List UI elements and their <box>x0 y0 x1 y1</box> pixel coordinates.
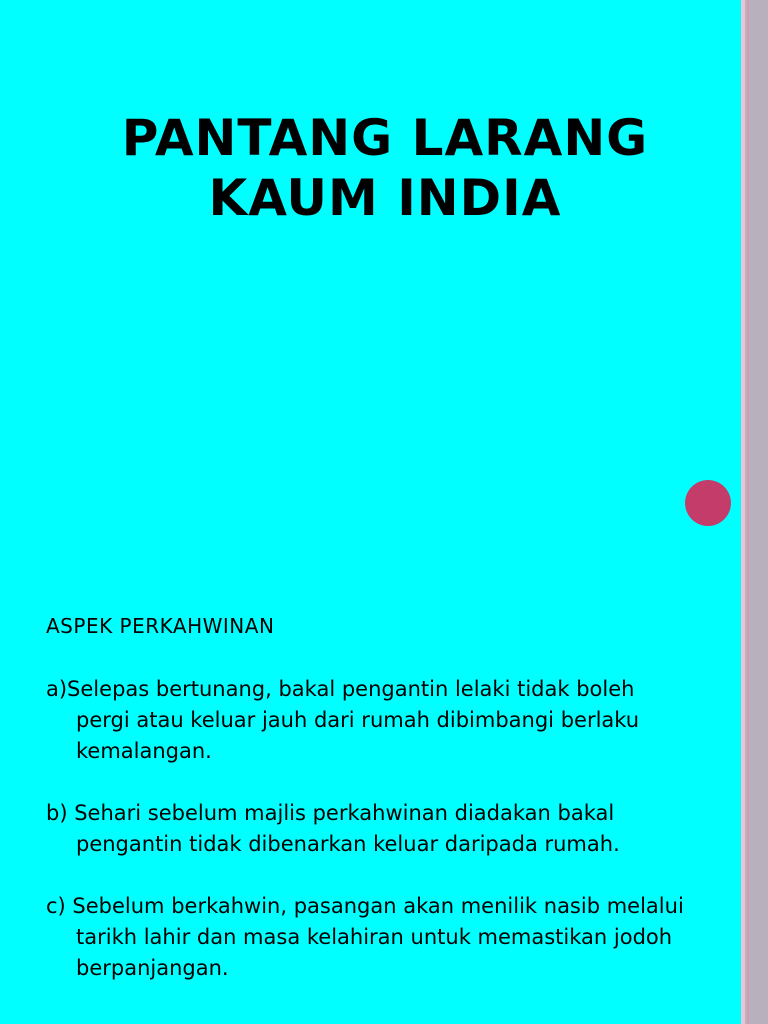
slide-border-rule <box>741 0 745 1024</box>
bullet-list <box>46 674 686 1015</box>
list-item: c) Sebelum berkahwin, pasangan akan menilik nasib melalui tarikh lahir dan masa kelahiran untuk memastikan jodoh berpanjangan. <box>46 894 684 980</box>
list-item: a)Selepas bertunang, bakal pengantin lelaki tidak boleh pergi atau keluar jauh dari rumah dibimbangi berlaku kemalangan. <box>46 677 640 763</box>
section-heading: ASPEK PERKAHWINAN <box>46 614 275 638</box>
title-line-1: PANTANG LARANG <box>121 109 649 167</box>
side-strip <box>749 0 768 1024</box>
slide-title <box>40 108 730 228</box>
title-line-2: KAUM INDIA <box>208 169 562 227</box>
list-item: b) Sehari sebelum majlis perkahwinan diadakan bakal pengantin tidak dibenarkan keluar daripada rumah. <box>46 801 620 856</box>
accent-dot <box>685 480 731 526</box>
